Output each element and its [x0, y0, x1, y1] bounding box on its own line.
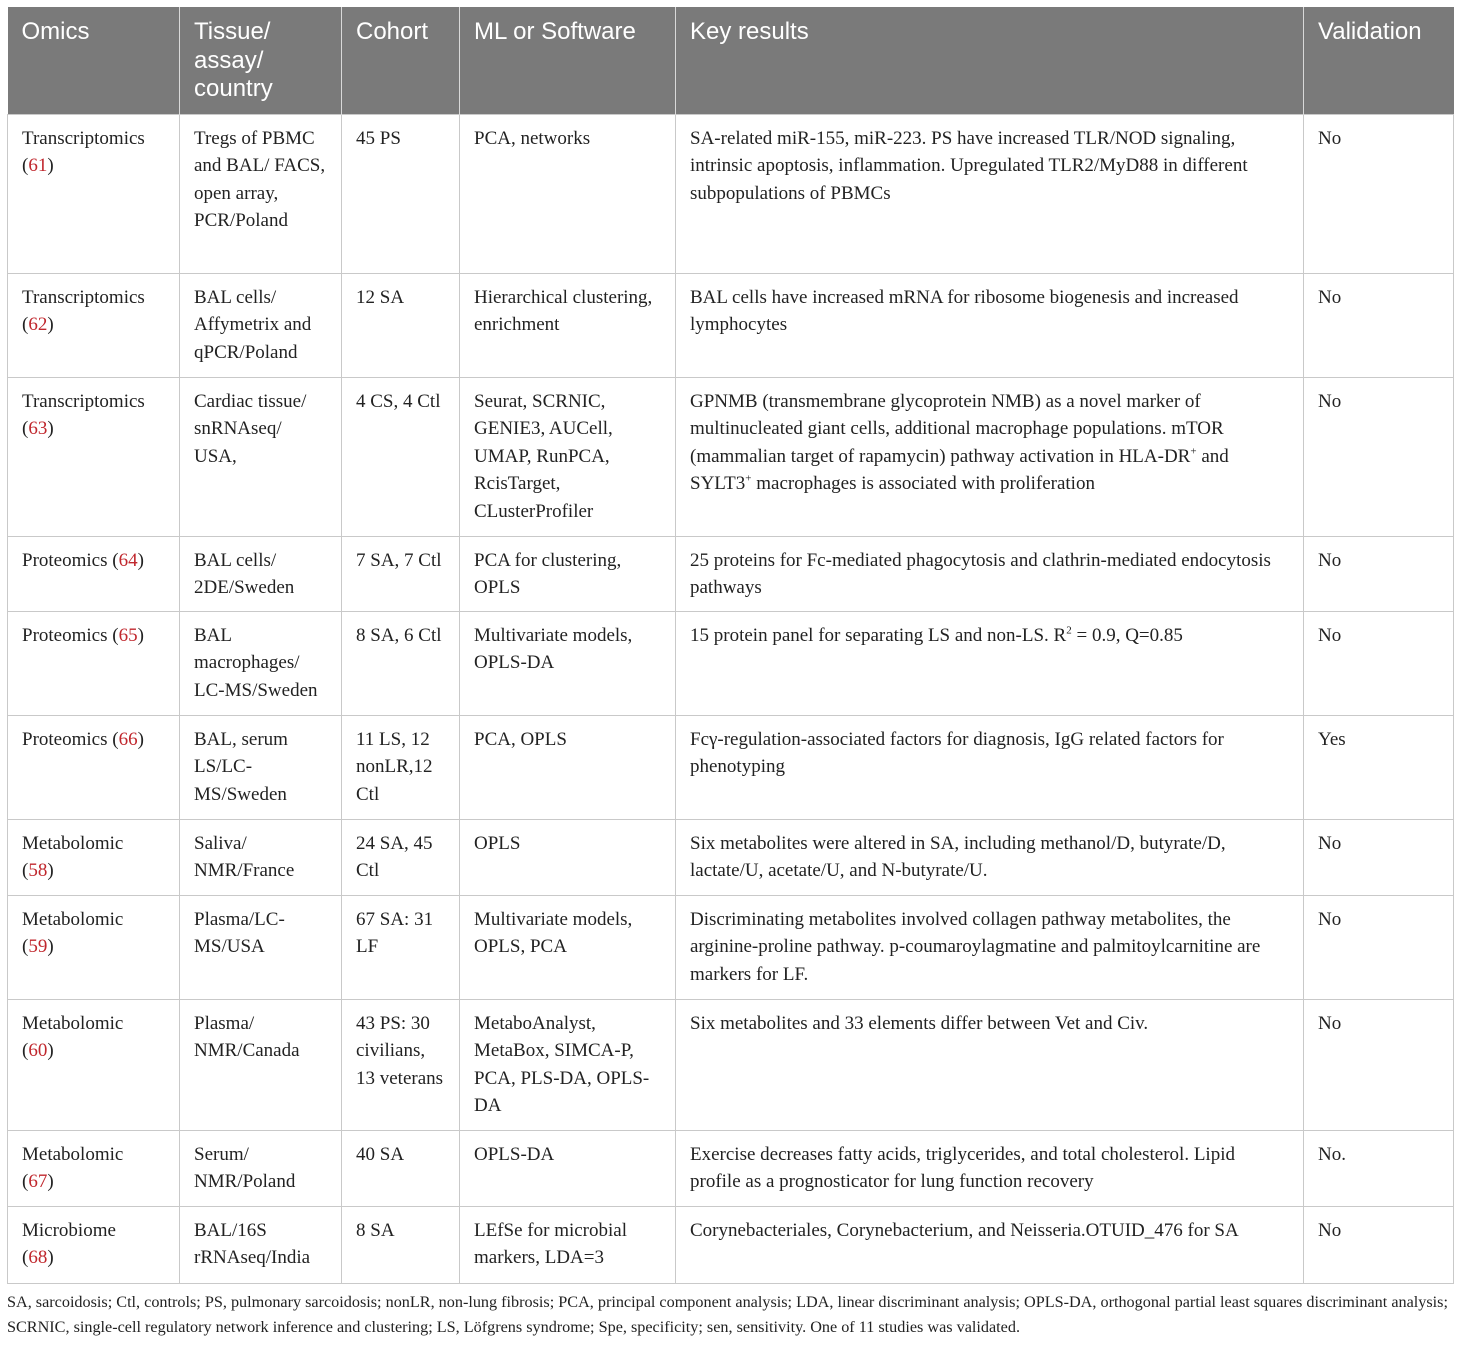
- cell-omics: Microbiome (68): [8, 1206, 180, 1283]
- cell-validation: Yes: [1304, 715, 1454, 819]
- cell-cohort: 8 SA, 6 Ctl: [342, 611, 460, 715]
- cell-tissue: Saliva/ NMR/France: [180, 819, 342, 895]
- superscript: +: [745, 472, 752, 485]
- cell-results: Corynebacteriales, Corynebacterium, and Neisseria.OTUID_476 for SA: [676, 1206, 1304, 1283]
- cell-tissue: BAL macrophages/ LC-MS/Sweden: [180, 611, 342, 715]
- cell-results: BAL cells have increased mRNA for ribosome biogenesis and increased lymphocytes: [676, 273, 1304, 377]
- cell-validation: No: [1304, 999, 1454, 1130]
- results-text: macrophages is associated with proliferation: [751, 473, 1095, 494]
- omics-label: Metabolomic: [22, 832, 124, 854]
- cell-tissue: BAL/16S rRNAseq/India: [180, 1206, 342, 1283]
- cell-ml: Seurat, SCRNIC, GENIE3, AUCell, UMAP, RunPCA, RcisTarget, CLusterProfiler: [460, 377, 676, 536]
- omics-table-container: [7, 7, 1453, 1284]
- omics-label: Transcriptomics: [22, 286, 145, 308]
- reference-link[interactable]: 60: [28, 1040, 48, 1061]
- superscript: 2: [1066, 624, 1072, 637]
- cell-cohort: 67 SA: 31 LF: [342, 895, 460, 999]
- cell-omics: Metabolomic (60): [8, 999, 180, 1130]
- table-row: [8, 819, 1454, 895]
- reference-link[interactable]: 63: [28, 418, 48, 439]
- table-row: [8, 715, 1454, 819]
- cell-validation: No.: [1304, 1130, 1454, 1206]
- header-tissue-assay-country: Tissue/ assay/ country: [180, 7, 342, 114]
- table-row: [8, 273, 1454, 377]
- cell-cohort: 45 PS: [342, 114, 460, 273]
- omics-label: Proteomics: [22, 728, 108, 750]
- omics-label: Metabolomic: [22, 1012, 124, 1034]
- omics-label: Microbiome: [22, 1219, 116, 1241]
- cell-results: [676, 611, 1304, 715]
- cell-ml: Multivariate models, OPLS-DA: [460, 611, 676, 715]
- results-text: = 0.9, Q=0.85: [1071, 624, 1183, 646]
- cell-cohort: 4 CS, 4 Ctl: [342, 377, 460, 536]
- cell-validation: No: [1304, 611, 1454, 715]
- header-validation: Validation: [1304, 7, 1454, 114]
- cell-ml: PCA, OPLS: [460, 715, 676, 819]
- cell-omics: Proteomics (65): [8, 611, 180, 715]
- cell-results: 25 proteins for Fc-mediated phagocytosis and clathrin-mediated endocytosis pathways: [676, 536, 1304, 611]
- omics-label: Proteomics: [22, 549, 108, 571]
- cell-validation: No: [1304, 895, 1454, 999]
- cell-ml: OPLS: [460, 819, 676, 895]
- header-ml-software: ML or Software: [460, 7, 676, 114]
- reference-link[interactable]: 64: [118, 549, 138, 571]
- table-row: [8, 1130, 1454, 1206]
- cell-tissue: Cardiac tissue/ snRNAseq/ USA,: [180, 377, 342, 536]
- cell-ml: OPLS-DA: [460, 1130, 676, 1206]
- cell-ml: PCA for clustering, OPLS: [460, 536, 676, 611]
- cell-ml: LEfSe for microbial markers, LDA=3: [460, 1206, 676, 1283]
- omics-label: Metabolomic: [22, 908, 124, 930]
- cell-tissue: Serum/ NMR/Poland: [180, 1130, 342, 1206]
- cell-omics: Metabolomic (67): [8, 1130, 180, 1206]
- cell-omics: Metabolomic (59): [8, 895, 180, 999]
- cell-cohort: 11 LS, 12 nonLR,12 Ctl: [342, 715, 460, 819]
- header-cohort: Cohort: [342, 7, 460, 114]
- cell-cohort: 24 SA, 45 Ctl: [342, 819, 460, 895]
- table-header: [8, 7, 1454, 114]
- cell-tissue: BAL cells/ Affymetrix and qPCR/Poland: [180, 273, 342, 377]
- results-text: GPNMB (transmembrane glycoprotein NMB) as a novel marker of multinucleated giant cells, additional macrophage populations. mTOR (mammalian target of rapamycin) pathway activation in HLA-DR: [690, 390, 1224, 467]
- cell-tissue: Plasma/LC-MS/USA: [180, 895, 342, 999]
- results-text: and SYLT3: [690, 445, 1229, 494]
- omics-label: Transcriptomics: [22, 127, 145, 149]
- reference-link[interactable]: 66: [118, 728, 138, 750]
- cell-results: SA-related miR-155, miR-223. PS have increased TLR/NOD signaling, intrinsic apoptosis, inflammation. Upregulated TLR2/MyD88 in different subpopulations of PBMCs: [676, 114, 1304, 273]
- cell-ml: MetaboAnalyst, MetaBox, SIMCA-P, PCA, PLS-DA, OPLS-DA: [460, 999, 676, 1130]
- cell-results: Exercise decreases fatty acids, triglycerides, and total cholesterol. Lipid profile as a prognosticator for lung function recovery: [676, 1130, 1304, 1206]
- cell-validation: No: [1304, 114, 1454, 273]
- cell-cohort: 7 SA, 7 Ctl: [342, 536, 460, 611]
- cell-cohort: 43 PS: 30 civilians, 13 veterans: [342, 999, 460, 1130]
- superscript: +: [1190, 445, 1197, 458]
- cell-cohort: 12 SA: [342, 273, 460, 377]
- header-row: [8, 7, 1454, 114]
- cell-results: Fcγ-regulation-associated factors for diagnosis, IgG related factors for phenotyping: [676, 715, 1304, 819]
- reference-link[interactable]: 67: [28, 1171, 48, 1192]
- table-row: [8, 1206, 1454, 1283]
- cell-results: Discriminating metabolites involved collagen pathway metabolites, the arginine-proline pathway. p-coumaroylagmatine and palmitoylcarnitine are markers for LF.: [676, 895, 1304, 999]
- table-row: [8, 999, 1454, 1130]
- header-omics: Omics: [8, 7, 180, 114]
- cell-cohort: 8 SA: [342, 1206, 460, 1283]
- table-row: [8, 536, 1454, 611]
- omics-label: Proteomics: [22, 624, 108, 646]
- cell-results: [676, 377, 1304, 536]
- results-text: 15 protein panel for separating LS and non-LS. R: [690, 624, 1067, 646]
- cell-ml: Multivariate models, OPLS, PCA: [460, 895, 676, 999]
- cell-omics: Metabolomic (58): [8, 819, 180, 895]
- cell-results: Six metabolites and 33 elements differ between Vet and Civ.: [676, 999, 1304, 1130]
- reference-link[interactable]: 58: [28, 860, 48, 881]
- cell-validation: No: [1304, 1206, 1454, 1283]
- cell-cohort: 40 SA: [342, 1130, 460, 1206]
- reference-link[interactable]: 68: [28, 1247, 48, 1268]
- header-key-results: Key results: [676, 7, 1304, 114]
- table-footnote: SA, sarcoidosis; Ctl, controls; PS, pulmonary sarcoidosis; nonLR, non-lung fibrosis; PCA, principal component analysis; LDA, linear discriminant analysis; OPLS-DA, orthogonal partial least squares discriminant analysis; SCRNIC, single-cell regulatory network inference and clustering; LS, Löfgrens syndrome; Spe, specificity; sen, sensitivity. One of 11 studies was validated.: [7, 1293, 1448, 1336]
- cell-results: Six metabolites were altered in SA, including methanol/D, butyrate/D, lactate/U, acetate/U, and N-butyrate/U.: [676, 819, 1304, 895]
- cell-omics: Proteomics (66): [8, 715, 180, 819]
- cell-omics: Transcriptomics (62): [8, 273, 180, 377]
- cell-validation: No: [1304, 273, 1454, 377]
- reference-link[interactable]: 65: [118, 624, 138, 646]
- omics-label: Metabolomic: [22, 1143, 124, 1165]
- cell-validation: No: [1304, 536, 1454, 611]
- table-row: [8, 114, 1454, 273]
- table-row: [8, 895, 1454, 999]
- cell-tissue: Tregs of PBMC and BAL/ FACS, open array, PCR/Poland: [180, 114, 342, 273]
- cell-omics: Transcriptomics (63): [8, 377, 180, 536]
- omics-label: Transcriptomics: [22, 390, 145, 412]
- cell-omics: Transcriptomics (61): [8, 114, 180, 273]
- table-row: [8, 611, 1454, 715]
- cell-tissue: BAL cells/ 2DE/Sweden: [180, 536, 342, 611]
- reference-link[interactable]: 62: [28, 314, 48, 335]
- reference-link[interactable]: 61: [28, 155, 48, 176]
- cell-validation: No: [1304, 377, 1454, 536]
- cell-tissue: Plasma/ NMR/Canada: [180, 999, 342, 1130]
- table-row: [8, 377, 1454, 536]
- omics-studies-table: [7, 7, 1454, 1284]
- cell-tissue: BAL, serum LS/LC-MS/Sweden: [180, 715, 342, 819]
- cell-omics: Proteomics (64): [8, 536, 180, 611]
- cell-ml: PCA, networks: [460, 114, 676, 273]
- reference-link[interactable]: 59: [28, 936, 48, 957]
- cell-validation: No: [1304, 819, 1454, 895]
- cell-ml: Hierarchical clustering, enrichment: [460, 273, 676, 377]
